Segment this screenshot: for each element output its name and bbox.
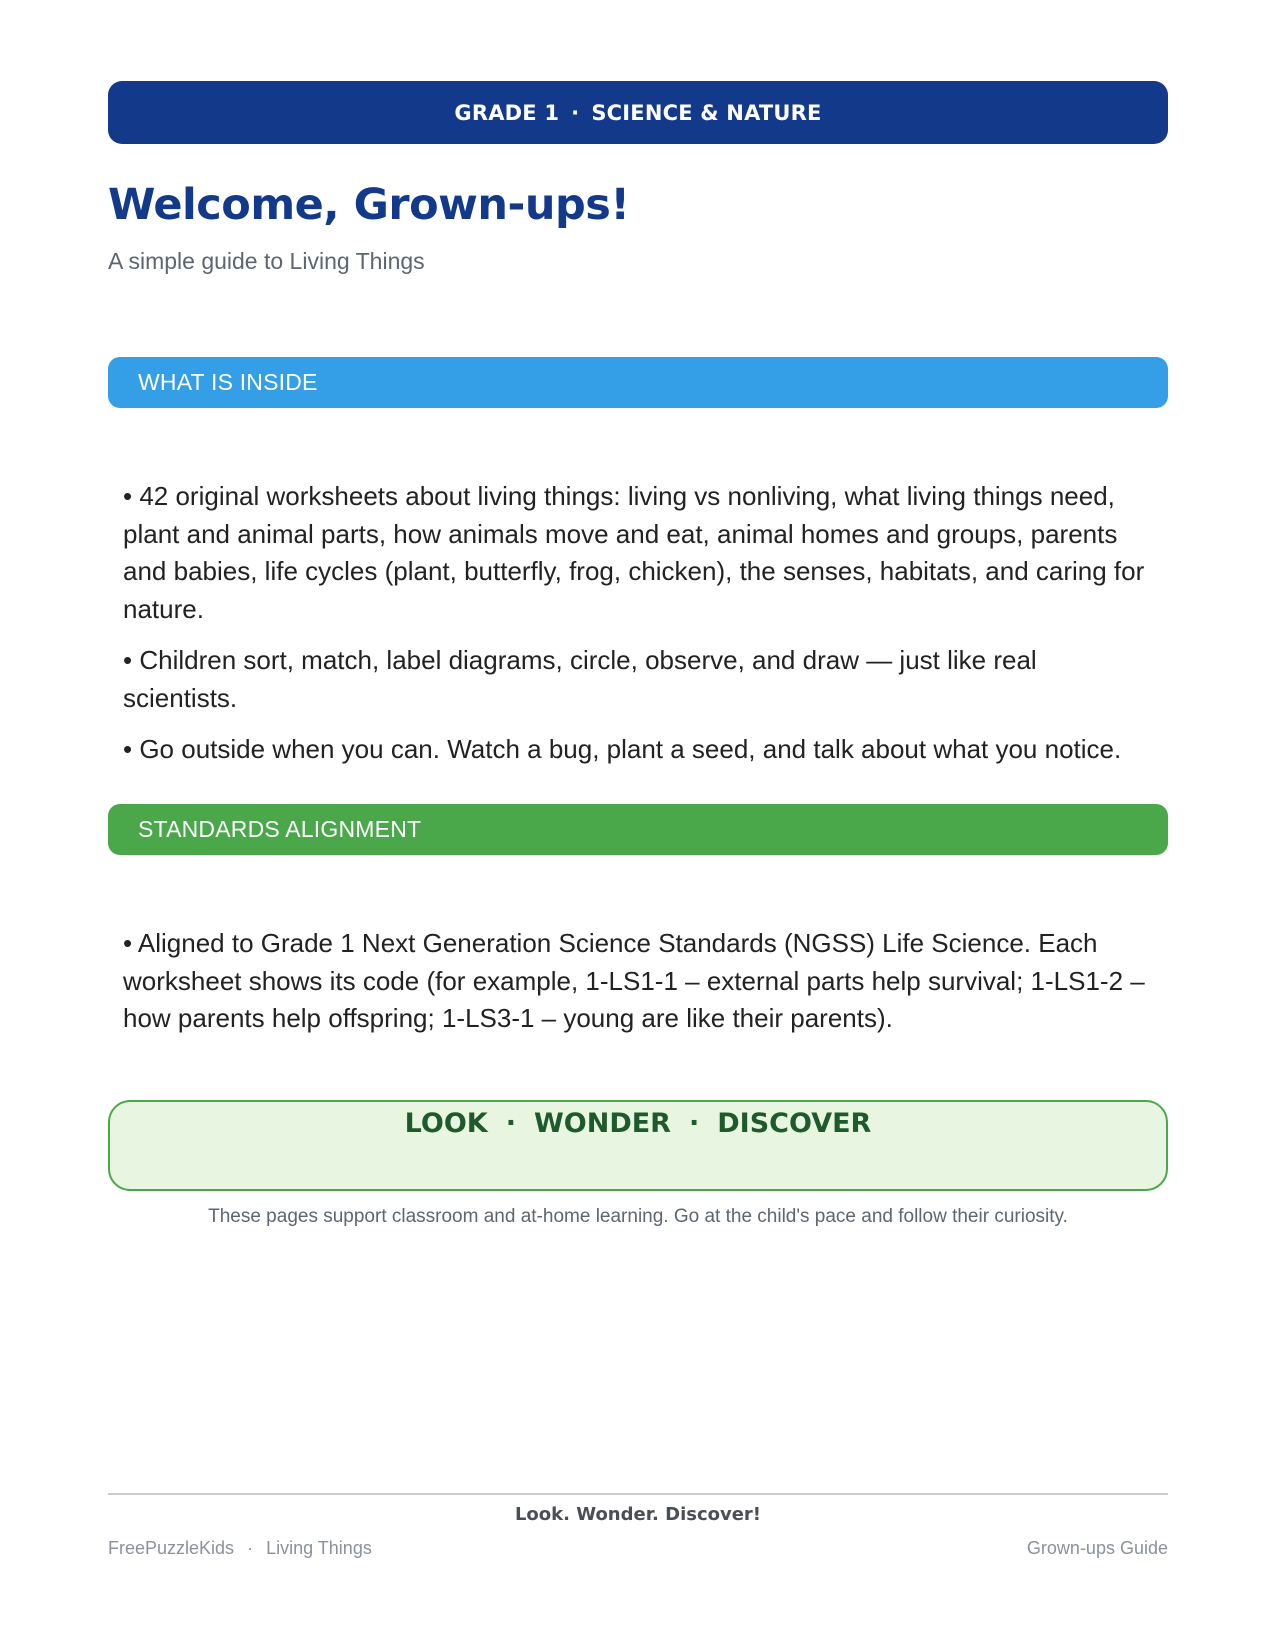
guide-page bbox=[108, 0, 1168, 1650]
callout-separator: · bbox=[688, 1108, 700, 1139]
callout-word-look: LOOK bbox=[404, 1108, 488, 1139]
subject-label: SCIENCE & NATURE bbox=[591, 100, 822, 125]
footer-divider bbox=[108, 1493, 1168, 1495]
section-heading-what-is-inside bbox=[108, 357, 1168, 408]
page-subtitle: A simple guide to Living Things bbox=[108, 248, 425, 274]
list-item: • 42 original worksheets about living things: living vs nonliving, what living things need, plant and animal parts, how animals move and eat, animal homes and groups, parents and babies, life cycles (plant, butterfly, frog, chicken), the senses, habitats, and caring for nature. bbox=[123, 481, 1145, 624]
standards-list bbox=[123, 925, 1153, 1052]
callout-separator: · bbox=[505, 1108, 516, 1139]
grade-subject-banner bbox=[108, 81, 1168, 144]
footer-tagline: Look. Wonder. Discover! bbox=[514, 1504, 762, 1525]
look-wonder-discover-callout bbox=[108, 1100, 1168, 1191]
footer-brand-topic bbox=[108, 1538, 372, 1559]
footer-separator: · bbox=[247, 1538, 254, 1558]
section-heading-label: WHAT IS INSIDE bbox=[138, 369, 318, 395]
what-is-inside-list bbox=[123, 478, 1153, 783]
section-heading-standards-alignment bbox=[108, 804, 1168, 855]
list-item: • Aligned to Grade 1 Next Generation Science Standards (NGSS) Life Science. Each worksheet shows its code (for example, 1-LS1-1 – external parts help survival; 1-LS1-2 – how parents help offspring; 1-LS3-1 – young are like their parents). bbox=[123, 928, 1145, 1033]
list-item: • Go outside when you can. Watch a bug, plant a seed, and talk about what you notice. bbox=[123, 734, 1122, 764]
callout-word-discover: DISCOVER bbox=[717, 1108, 872, 1139]
section-heading-label: STANDARDS ALIGNMENT bbox=[138, 816, 422, 842]
callout-word-wonder: WONDER bbox=[534, 1108, 671, 1139]
page-title: Welcome, Grown-ups! bbox=[108, 180, 630, 230]
grade-label: GRADE 1 bbox=[454, 100, 560, 125]
banner-separator: · bbox=[571, 100, 580, 125]
footer-topic: Living Things bbox=[266, 1538, 372, 1558]
support-note: These pages support classroom and at-home learning. Go at the child's pace and follow their curiosity. bbox=[208, 1206, 1068, 1227]
list-item: • Children sort, match, label diagrams, circle, observe, and draw — just like real scientists. bbox=[123, 645, 1037, 713]
footer-brand: FreePuzzleKids bbox=[108, 1538, 235, 1558]
footer-doc-type: Grown-ups Guide bbox=[1026, 1538, 1168, 1558]
